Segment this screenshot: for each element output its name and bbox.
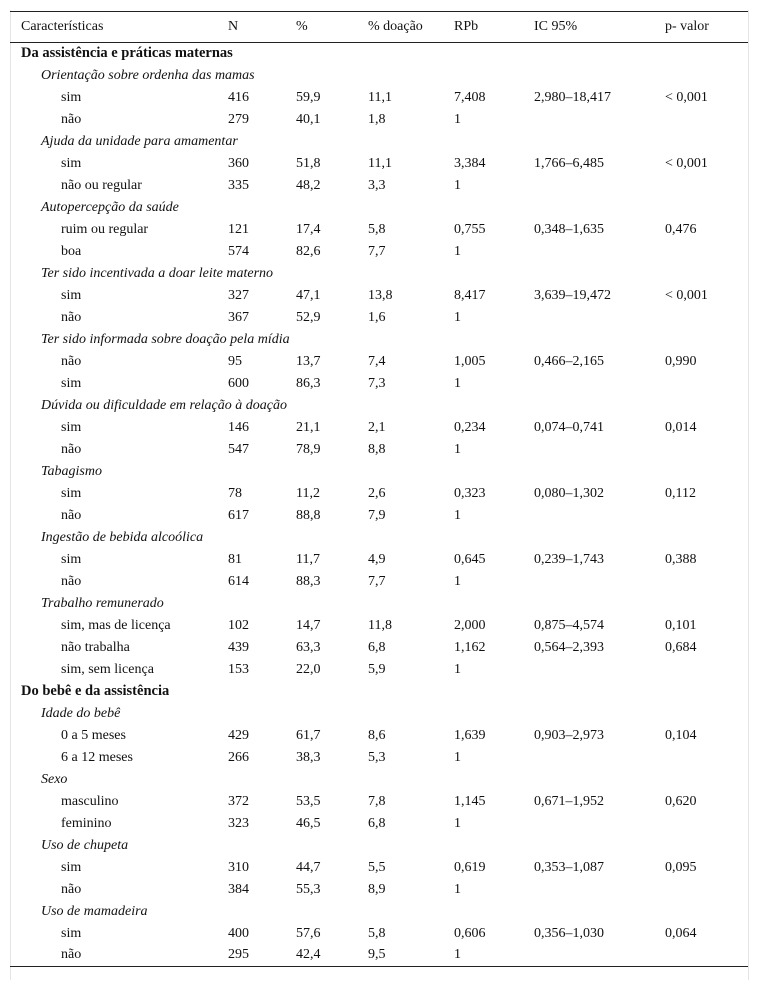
table-header: [10, 12, 748, 43]
rpb-cell: 1,162: [454, 639, 486, 655]
n-cell: 102: [228, 617, 249, 633]
rpb-cell: 2,000: [454, 617, 486, 633]
ic95-cell: 0,080–1,302: [534, 485, 604, 501]
group-row: [10, 263, 748, 285]
percent-doacao-cell: 7,9: [368, 507, 386, 523]
percent-cell: 17,4: [296, 221, 321, 237]
rpb-cell: 1: [454, 375, 461, 391]
percent-doacao-cell: 6,8: [368, 815, 386, 831]
header-row: [10, 12, 748, 43]
p-valor-cell: 0,101: [665, 617, 697, 633]
rpb-cell: 1: [454, 573, 461, 589]
percent-cell: 42,4: [296, 945, 368, 967]
table-row: [10, 857, 748, 879]
percent-cell: 38,3: [296, 749, 321, 765]
ic95-cell: 0,466–2,165: [534, 353, 604, 369]
percent-doacao-cell: 4,9: [368, 551, 386, 567]
n-cell: 335: [228, 177, 249, 193]
n-cell: 547: [228, 441, 249, 457]
label-cell: sim: [61, 925, 82, 941]
n-cell: 78: [228, 485, 242, 501]
n-cell: 295: [228, 945, 296, 967]
percent-cell: 40,1: [296, 111, 321, 127]
group-row: [10, 769, 748, 791]
section-row: [10, 43, 748, 65]
n-cell: 416: [228, 89, 249, 105]
group-label: Trabalho remunerado: [41, 595, 164, 611]
ic95-cell: 0,671–1,952: [534, 793, 604, 809]
n-cell: 614: [228, 573, 249, 589]
table-row: [10, 153, 748, 175]
label-cell: boa: [61, 243, 82, 259]
percent-cell: 11,2: [296, 485, 320, 501]
p-valor-cell: [665, 175, 748, 197]
ic95-cell: [534, 439, 665, 461]
section-row: [10, 681, 748, 703]
group-label: Autopercepção da saúde: [41, 199, 179, 215]
p-valor-cell: [665, 109, 748, 131]
p-valor-cell: [665, 373, 748, 395]
rpb-cell: 1,145: [454, 793, 486, 809]
percent-cell: 88,8: [296, 507, 321, 523]
ic95-cell: 0,903–2,973: [534, 727, 604, 743]
label-cell: 6 a 12 meses: [61, 749, 133, 765]
percent-cell: 22,0: [296, 661, 321, 677]
percent-cell: 61,7: [296, 727, 321, 743]
rpb-cell: 0,619: [454, 859, 486, 875]
group-row: [10, 527, 748, 549]
n-cell: 574: [228, 243, 249, 259]
n-cell: 279: [228, 111, 249, 127]
percent-doacao-cell: 7,8: [368, 793, 386, 809]
rpb-cell: 1: [454, 945, 534, 967]
n-cell: 153: [228, 661, 249, 677]
table-row: [10, 219, 748, 241]
percent-doacao-cell: 11,1: [368, 155, 392, 171]
p-valor-cell: [665, 659, 748, 681]
p-valor-cell: [665, 747, 748, 769]
table-row: [10, 483, 748, 505]
label-cell: não: [61, 441, 82, 457]
ic95-cell: 2,980–18,417: [534, 89, 611, 105]
group-label: Sexo: [41, 771, 68, 787]
ic95-cell: [534, 813, 665, 835]
table-row: [10, 241, 748, 263]
percent-doacao-cell: 2,6: [368, 485, 386, 501]
label-cell: não: [61, 881, 82, 897]
p-valor-cell: 0,476: [665, 221, 697, 237]
table-row: [10, 373, 748, 395]
group-row: [10, 395, 748, 417]
rpb-cell: 0,755: [454, 221, 486, 237]
ic95-cell: [534, 241, 665, 263]
table-row: [10, 351, 748, 373]
table-row: [10, 439, 748, 461]
table-row: [10, 505, 748, 527]
ic95-cell: [534, 109, 665, 131]
percent-doacao-cell: 8,9: [368, 881, 386, 897]
percent-cell: 55,3: [296, 881, 321, 897]
ic95-cell: [534, 747, 665, 769]
table-row: [10, 615, 748, 637]
rpb-cell: 3,384: [454, 155, 486, 171]
label-cell: não: [61, 573, 82, 589]
n-cell: 360: [228, 155, 249, 171]
group-label: Dúvida ou dificuldade em relação à doação: [41, 397, 287, 413]
group-label: Uso de chupeta: [41, 837, 129, 853]
group-row: [10, 65, 748, 87]
n-cell: 439: [228, 639, 249, 655]
p-valor-cell: 0,014: [665, 419, 697, 435]
table-row: [10, 549, 748, 571]
percent-cell: 51,8: [296, 155, 321, 171]
results-table: [10, 11, 748, 967]
table-row: [10, 175, 748, 197]
ic95-cell: [534, 945, 665, 967]
table-row: [10, 571, 748, 593]
group-label: Ingestão de bebida alcoólica: [41, 529, 204, 545]
ic95-cell: [534, 879, 665, 901]
percent-cell: 11,7: [296, 551, 320, 567]
n-cell: 600: [228, 375, 249, 391]
ic95-cell: 3,639–19,472: [534, 287, 611, 303]
label-cell: não: [61, 507, 82, 523]
n-cell: 372: [228, 793, 249, 809]
group-row: [10, 329, 748, 351]
label-cell: ruim ou regular: [61, 221, 149, 237]
rpb-cell: 1: [454, 815, 461, 831]
rpb-cell: 0,323: [454, 485, 486, 501]
table-row: [10, 747, 748, 769]
percent-cell: 88,3: [296, 573, 321, 589]
p-valor-cell: [665, 879, 748, 901]
table-row: [10, 659, 748, 681]
table-row: [10, 813, 748, 835]
table-row: [10, 285, 748, 307]
percent-cell: 57,6: [296, 925, 321, 941]
percent-doacao-cell: 8,6: [368, 727, 386, 743]
percent-doacao-cell: 7,7: [368, 573, 386, 589]
label-cell: sim, mas de licença: [61, 617, 171, 633]
p-valor-cell: 0,064: [665, 925, 697, 941]
header-rpb: RPb: [454, 12, 534, 43]
percent-cell: 47,1: [296, 287, 321, 303]
group-row: [10, 131, 748, 153]
p-valor-cell: 0,620: [665, 793, 697, 809]
label-cell: sim: [61, 551, 82, 567]
p-valor-cell: < 0,001: [665, 155, 708, 171]
group-row: [10, 197, 748, 219]
percent-cell: 14,7: [296, 617, 321, 633]
percent-doacao-cell: 6,8: [368, 639, 386, 655]
percent-doacao-cell: 5,5: [368, 859, 386, 875]
p-valor-cell: 0,388: [665, 551, 697, 567]
p-valor-cell: [665, 571, 748, 593]
percent-doacao-cell: 2,1: [368, 419, 386, 435]
percent-cell: 48,2: [296, 177, 321, 193]
p-valor-cell: [665, 241, 748, 263]
table-row: [10, 923, 748, 945]
ic95-cell: [534, 175, 665, 197]
label-cell: sim: [61, 89, 82, 105]
n-cell: 323: [228, 815, 249, 831]
p-valor-cell: 0,684: [665, 639, 697, 655]
table-row: [10, 637, 748, 659]
section-title: Do bebê e da assistência: [21, 683, 170, 699]
p-valor-cell: [665, 945, 748, 967]
group-label: Ter sido incentivada a doar leite materno: [41, 265, 274, 281]
percent-cell: 21,1: [296, 419, 321, 435]
n-cell: 266: [228, 749, 249, 765]
table-row: [10, 87, 748, 109]
percent-doacao-cell: 11,1: [368, 89, 392, 105]
ic95-cell: [534, 571, 665, 593]
ic95-cell: 0,239–1,743: [534, 551, 604, 567]
ic95-cell: 0,356–1,030: [534, 925, 604, 941]
p-valor-cell: < 0,001: [665, 287, 708, 303]
n-cell: 327: [228, 287, 249, 303]
percent-doacao-cell: 7,3: [368, 375, 386, 391]
percent-cell: 52,9: [296, 309, 321, 325]
group-label: Ter sido informada sobre doação pela mídia: [41, 331, 290, 347]
n-cell: 146: [228, 419, 249, 435]
rpb-cell: 0,645: [454, 551, 486, 567]
label-cell: não: [61, 353, 82, 369]
table-body: [10, 43, 748, 967]
label-cell: 0 a 5 meses: [61, 727, 126, 743]
percent-doacao-cell: 7,7: [368, 243, 386, 259]
ic95-cell: 0,875–4,574: [534, 617, 604, 633]
rpb-cell: 7,408: [454, 89, 486, 105]
table-row: [10, 109, 748, 131]
label-cell: sim: [61, 859, 82, 875]
ic95-cell: [534, 659, 665, 681]
group-row: [10, 835, 748, 857]
percent-cell: 46,5: [296, 815, 321, 831]
rpb-cell: 0,234: [454, 419, 486, 435]
group-label: Idade do bebê: [41, 705, 121, 721]
rpb-cell: 8,417: [454, 287, 486, 303]
percent-cell: 44,7: [296, 859, 321, 875]
percent-cell: 59,9: [296, 89, 321, 105]
rpb-cell: 1: [454, 111, 461, 127]
rpb-cell: 1: [454, 661, 461, 677]
rpb-cell: 1,639: [454, 727, 486, 743]
percent-doacao-cell: 5,8: [368, 925, 386, 941]
header-percent-doacao: % doação: [368, 12, 454, 43]
label-cell: não: [10, 945, 228, 967]
section-title: Da assistência e práticas maternas: [21, 45, 233, 62]
p-valor-cell: 0,112: [665, 485, 696, 501]
group-label: Uso de mamadeira: [41, 903, 148, 919]
label-cell: sim: [61, 375, 82, 391]
ic95-cell: [534, 307, 665, 329]
table-row: [10, 945, 748, 967]
percent-doacao-cell: 1,8: [368, 111, 386, 127]
group-label: Tabagismo: [41, 463, 102, 479]
group-label: Ajuda da unidade para amamentar: [41, 133, 238, 149]
percent-doacao-cell: 5,9: [368, 661, 386, 677]
label-cell: não trabalha: [61, 639, 130, 655]
rpb-cell: 1: [454, 749, 461, 765]
ic95-cell: 0,564–2,393: [534, 639, 604, 655]
percent-doacao-cell: 5,3: [368, 749, 386, 765]
ic95-cell: 1,766–6,485: [534, 155, 604, 171]
percent-cell: 53,5: [296, 793, 321, 809]
n-cell: 95: [228, 353, 242, 369]
p-valor-cell: [665, 439, 748, 461]
percent-cell: 13,7: [296, 353, 321, 369]
percent-doacao-cell: 13,8: [368, 287, 393, 303]
table-row: [10, 725, 748, 747]
p-valor-cell: 0,104: [665, 727, 697, 743]
label-cell: sim, sem licença: [61, 661, 154, 677]
group-row: [10, 461, 748, 483]
table-row: [10, 307, 748, 329]
n-cell: 310: [228, 859, 249, 875]
label-cell: feminino: [61, 815, 112, 831]
p-valor-cell: 0,095: [665, 859, 697, 875]
label-cell: sim: [61, 287, 82, 303]
n-cell: 81: [228, 551, 242, 567]
percent-cell: 86,3: [296, 375, 321, 391]
p-valor-cell: [665, 505, 748, 527]
rpb-cell: 0,606: [454, 925, 486, 941]
group-row: [10, 703, 748, 725]
ic95-cell: 0,074–0,741: [534, 419, 604, 435]
header-p-valor: p- valor: [665, 12, 748, 43]
percent-doacao-cell: 7,4: [368, 353, 386, 369]
n-cell: 367: [228, 309, 249, 325]
group-label: Orientação sobre ordenha das mamas: [41, 67, 255, 83]
label-cell: não: [61, 111, 82, 127]
ic95-cell: 0,353–1,087: [534, 859, 604, 875]
rpb-cell: 1: [454, 309, 461, 325]
p-valor-cell: [665, 307, 748, 329]
rpb-cell: 1: [454, 243, 461, 259]
percent-doacao-cell: 11,8: [368, 617, 392, 633]
p-valor-cell: [665, 813, 748, 835]
table-row: [10, 417, 748, 439]
percent-doacao-cell: 5,8: [368, 221, 386, 237]
percent-doacao-cell: 1,6: [368, 309, 386, 325]
n-cell: 384: [228, 881, 249, 897]
n-cell: 429: [228, 727, 249, 743]
p-valor-cell: < 0,001: [665, 89, 708, 105]
label-cell: sim: [61, 419, 82, 435]
percent-cell: 63,3: [296, 639, 321, 655]
percent-cell: 78,9: [296, 441, 321, 457]
label-cell: sim: [61, 155, 82, 171]
percent-doacao-cell: 9,5: [368, 945, 454, 967]
group-row: [10, 593, 748, 615]
header-n: N: [228, 12, 296, 43]
percent-doacao-cell: 3,3: [368, 177, 386, 193]
rpb-cell: 1: [454, 881, 461, 897]
ic95-cell: [534, 373, 665, 395]
rpb-cell: 1: [454, 507, 461, 523]
label-cell: não ou regular: [61, 177, 142, 193]
n-cell: 617: [228, 507, 249, 523]
ic95-cell: [534, 505, 665, 527]
header-ic95: IC 95%: [534, 12, 665, 43]
ic95-cell: 0,348–1,635: [534, 221, 604, 237]
table-row: [10, 879, 748, 901]
label-cell: não: [61, 309, 82, 325]
header-caracteristicas: Características: [10, 12, 228, 43]
percent-doacao-cell: 8,8: [368, 441, 386, 457]
group-row: [10, 901, 748, 923]
table-row: [10, 791, 748, 813]
n-cell: 121: [228, 221, 249, 237]
percent-cell: 82,6: [296, 243, 321, 259]
rpb-cell: 1,005: [454, 353, 486, 369]
header-percent: %: [296, 12, 368, 43]
label-cell: masculino: [61, 793, 119, 809]
rpb-cell: 1: [454, 177, 461, 193]
p-valor-cell: 0,990: [665, 353, 697, 369]
n-cell: 400: [228, 925, 249, 941]
rpb-cell: 1: [454, 441, 461, 457]
label-cell: sim: [61, 485, 82, 501]
